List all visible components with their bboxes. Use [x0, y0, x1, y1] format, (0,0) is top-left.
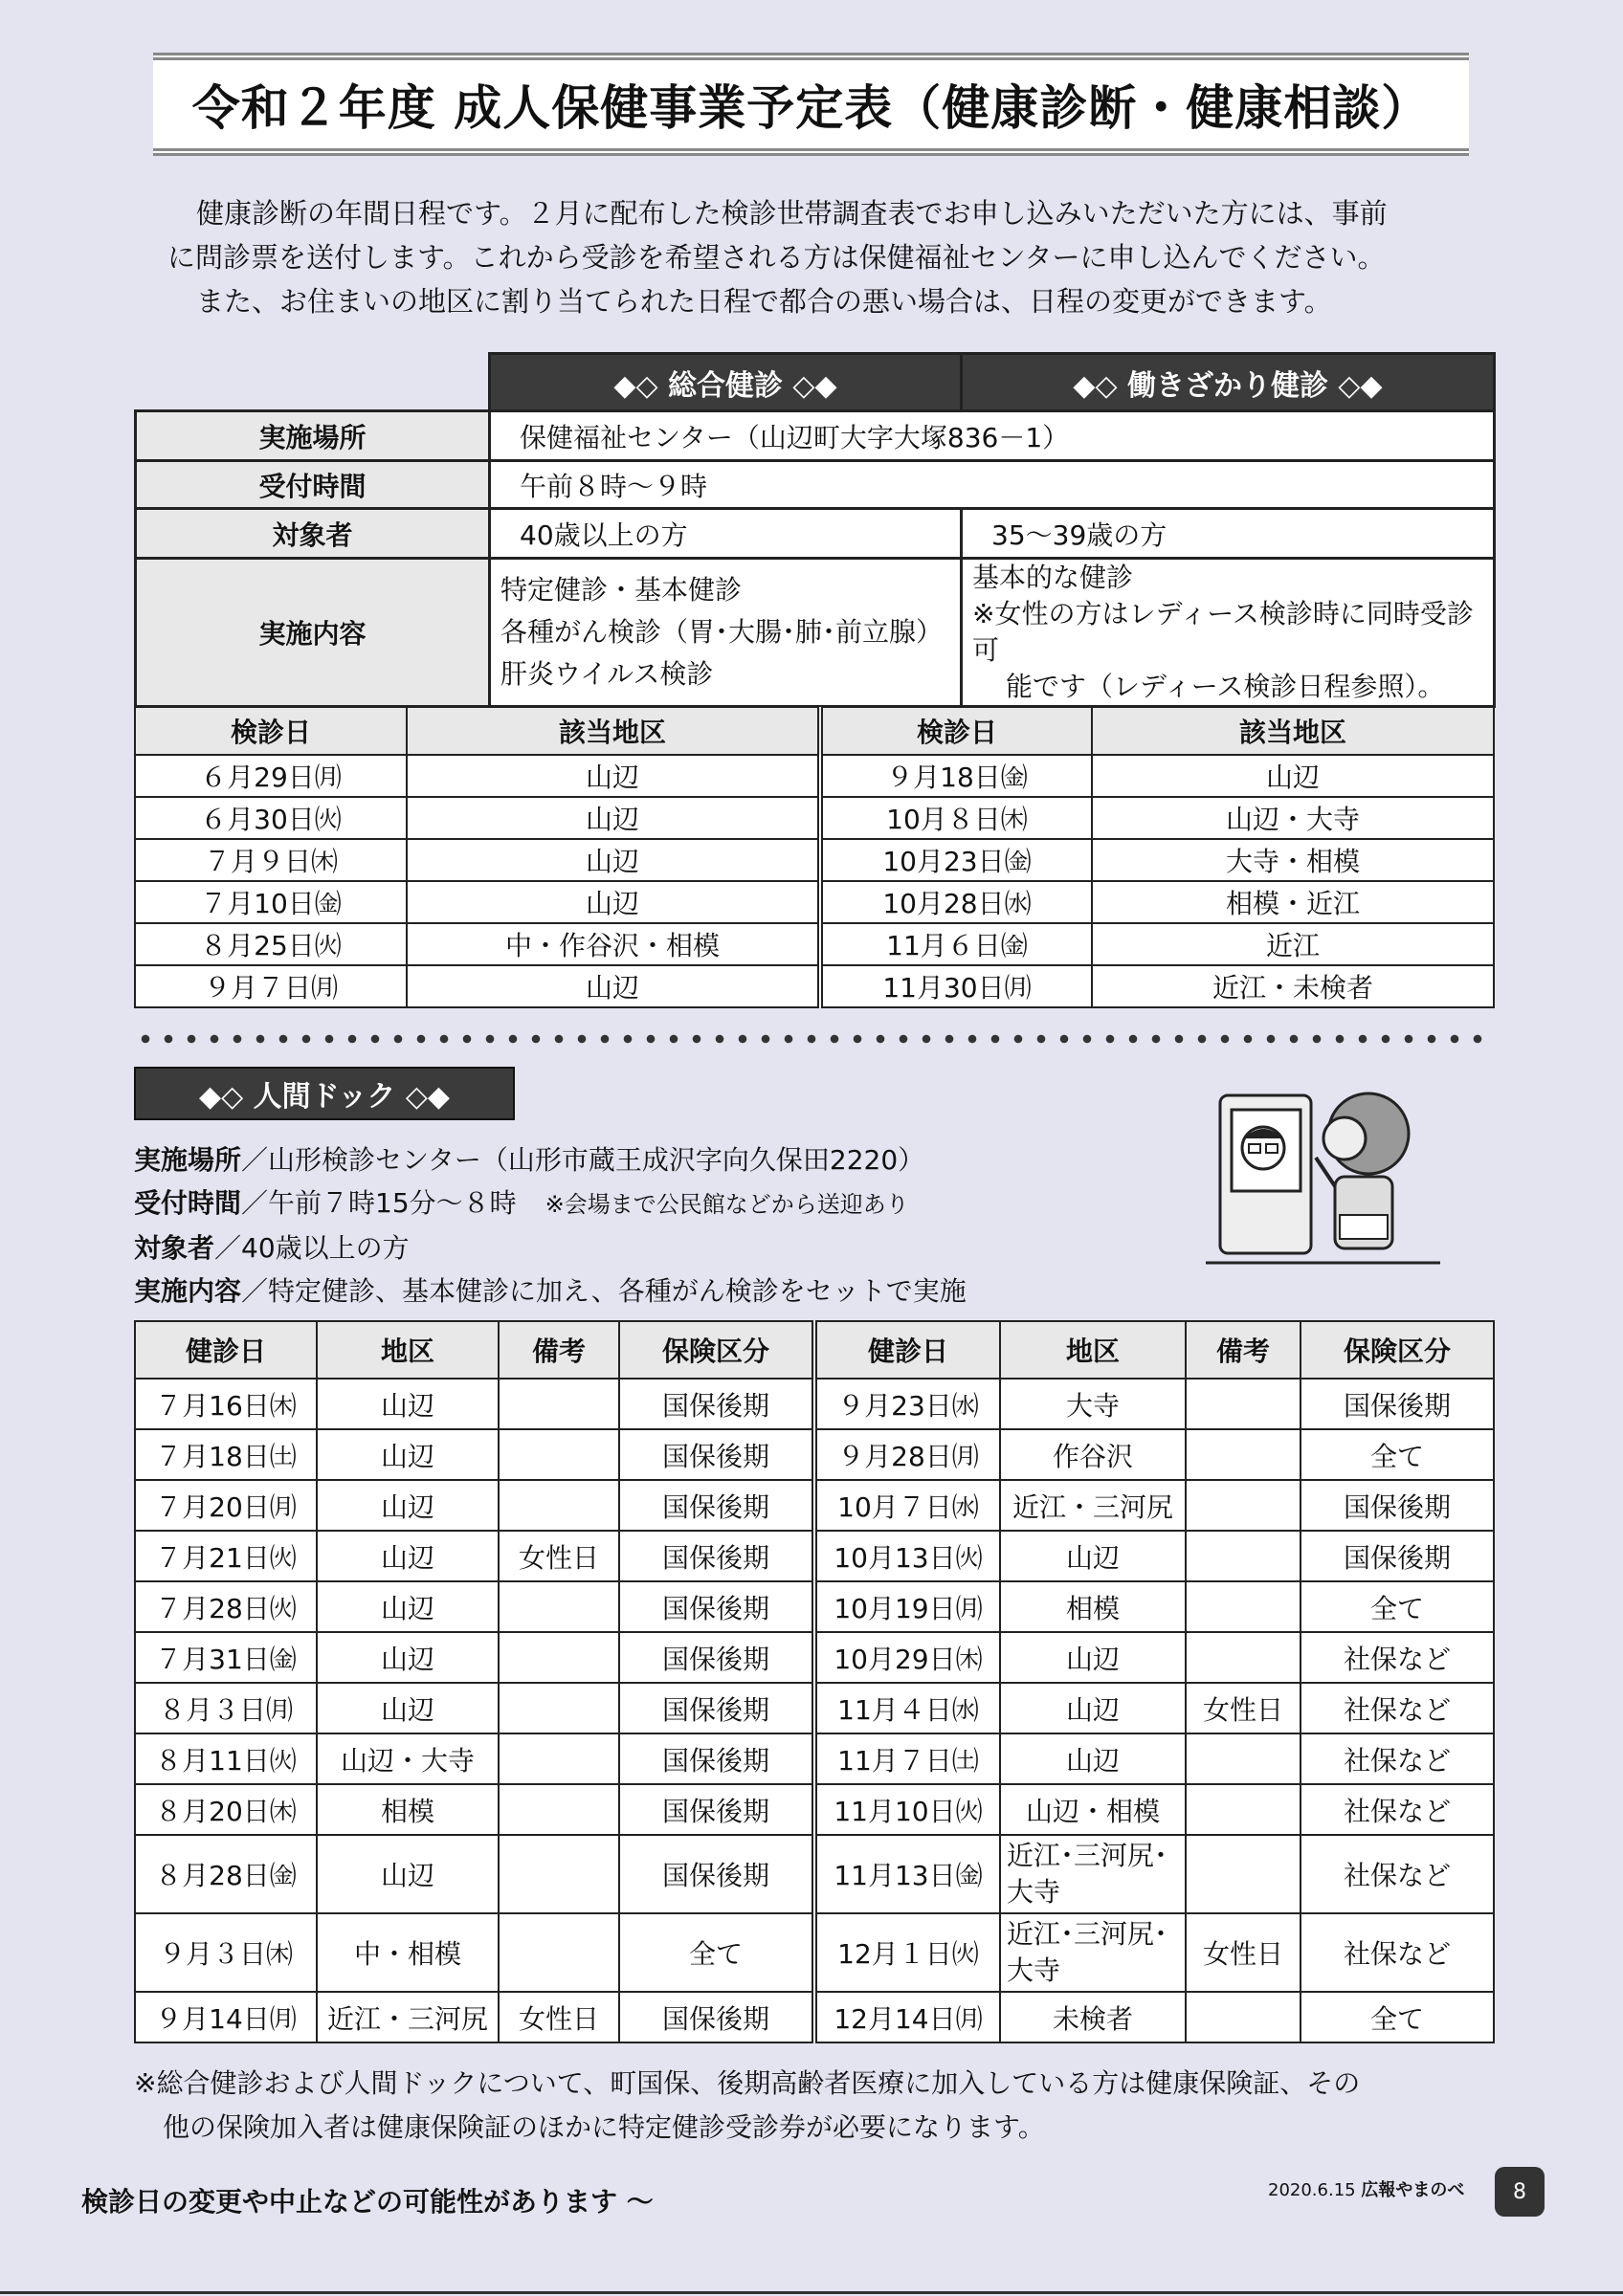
table-row: [135, 1733, 1494, 1784]
dock-time-value: ／午前７時15分～８時: [241, 1187, 517, 1219]
table-cell: 大寺・相模: [1092, 839, 1494, 881]
content-working: [962, 559, 1495, 707]
table-cell: ７月18日㈯: [135, 1429, 317, 1480]
table-cell: 国保後期: [619, 1733, 814, 1784]
page-title: 令和２年度 成人保健事業予定表（健康診断・健康相談）: [191, 80, 1431, 136]
table-cell: 国保後期: [1301, 1379, 1494, 1429]
dock-content-value: ／特定健診、基本健診に加え、各種がん検診をセットで実施: [241, 1275, 967, 1307]
table-cell: 国保後期: [1301, 1531, 1494, 1581]
table-cell: 作谷沢: [1000, 1429, 1186, 1480]
table-cell: [1186, 1784, 1301, 1835]
table-cell: ８月28日㈮: [135, 1835, 317, 1913]
dock-time-note: ※会場まで公民館などから送迎あり: [545, 1191, 909, 1218]
table-cell: 山辺: [317, 1531, 499, 1581]
time-label: 受付時間: [136, 461, 490, 509]
table-cell: [499, 1429, 619, 1480]
bottom-notice: 検診日の変更や中止などの可能性があります ～: [81, 2186, 654, 2218]
table-row: [135, 881, 1494, 923]
table-cell: 近江・三河尻: [1000, 1480, 1186, 1531]
title-banner: [153, 53, 1469, 156]
dock-time-label: 受付時間: [134, 1187, 242, 1219]
target-working: 35～39歳の方: [962, 509, 1495, 559]
table-cell: 全て: [1301, 1429, 1494, 1480]
table-row: [135, 1683, 1494, 1733]
table-row: [135, 797, 1494, 839]
human-dock-schedule-table: [134, 1320, 1495, 2043]
table-cell: 山辺: [317, 1429, 499, 1480]
table-cell: 国保後期: [619, 1581, 814, 1632]
content-general: [490, 559, 962, 707]
table-cell: 10月28日㈬: [820, 881, 1092, 923]
table-cell: 山辺: [407, 965, 820, 1007]
publication-info: [1268, 2176, 1464, 2201]
table-row: [135, 923, 1494, 965]
table-cell: ８月20日㈭: [135, 1784, 317, 1835]
column-header: 保険区分: [619, 1321, 814, 1379]
intro-line-1: 健康診断の年間日程です。２月に配布した検診世帯調査表でお申し込みいただいた方には、事前: [196, 197, 1388, 230]
intro-line-2: に問診票を送付します。これから受診を希望される方は保健福祉センターに申し込んでください。: [167, 241, 1386, 274]
column-header: 地区: [1000, 1321, 1186, 1379]
table-cell: ６月30日㈫: [135, 797, 407, 839]
table-cell: 社保など: [1301, 1733, 1494, 1784]
dock-target-value: ／40歳以上の方: [214, 1232, 410, 1264]
table-header-row: [135, 1321, 1494, 1379]
table-cell: 11月６日㈮: [820, 923, 1092, 965]
table-cell: ８月25日㈫: [135, 923, 407, 965]
table-cell: 社保など: [1301, 1913, 1494, 1992]
table-cell: 山辺: [407, 755, 820, 797]
general-checkup-schedule-table: [134, 706, 1495, 1008]
table-cell: ９月７日㈪: [135, 965, 407, 1007]
table-cell: [499, 1733, 619, 1784]
intro-line-3: また、お住まいの地区に割り当てられた日程で都合の悪い場合は、日程の変更ができます。: [196, 285, 1332, 318]
table-row: [135, 1632, 1494, 1683]
general-checkup-header: ◆◇ 総合健診 ◇◆: [490, 354, 962, 411]
table-cell: 山辺: [317, 1379, 499, 1429]
table-cell: 11月30日㈪: [820, 965, 1092, 1007]
content-working-note-cont: 能です（レディース検診日程参照）。: [1006, 671, 1445, 702]
table-cell: 相模: [1000, 1581, 1186, 1632]
footnote-line-2: 他の保険加入者は健康保険証のほかに特定健診受診券が必要になります。: [163, 2111, 1045, 2143]
table-cell: 全て: [1301, 1581, 1494, 1632]
table-cell: 10月７日㈬: [814, 1480, 1000, 1531]
table-cell: 全て: [1301, 1992, 1494, 2042]
issue-date: 2020.6.15: [1268, 2180, 1356, 2200]
footnote-line-1: ※総合健診および人間ドックについて、町国保、後期高齢者医療に加入している方は健康保険証、その: [134, 2067, 1361, 2099]
table-cell: ７月21日㈫: [135, 1531, 317, 1581]
table-cell: 女性日: [499, 1992, 619, 2042]
table-cell: 国保後期: [619, 1379, 814, 1429]
table-cell: ９月14日㈪: [135, 1992, 317, 2042]
table-cell: 近江: [1092, 923, 1494, 965]
table-cell: ７月10日㈮: [135, 881, 407, 923]
intro-text: [167, 191, 1488, 323]
table-cell: ９月23日㈬: [814, 1379, 1000, 1429]
place-label: 実施場所: [136, 411, 490, 461]
table-cell: [1186, 1992, 1301, 2042]
table-cell: 山辺: [1000, 1632, 1186, 1683]
table-cell: 近江･三河尻･大寺: [1000, 1835, 1186, 1913]
column-header: 保険区分: [1301, 1321, 1494, 1379]
table-cell: [1186, 1581, 1301, 1632]
table-cell: 山辺: [407, 881, 820, 923]
table-cell: 女性日: [1186, 1913, 1301, 1992]
time-value: 午前８時～９時: [490, 461, 1495, 509]
table-row: [135, 1480, 1494, 1531]
table-cell: [499, 1913, 619, 1992]
content-general-line: 特定健診・基本健診: [500, 574, 743, 606]
dock-content-label: 実施内容: [134, 1275, 242, 1307]
table-cell: 12月14日㈪: [814, 1992, 1000, 2042]
table-cell: [1186, 1531, 1301, 1581]
target-label: 対象者: [136, 509, 490, 559]
human-dock-heading: ◆◇ 人間ドック ◇◆: [134, 1067, 515, 1120]
table-cell: 国保後期: [1301, 1480, 1494, 1531]
table-cell: ７月31日㈮: [135, 1632, 317, 1683]
column-header: 備考: [1186, 1321, 1301, 1379]
table-row: [135, 1581, 1494, 1632]
table-cell: 山辺・大寺: [1092, 797, 1494, 839]
content-general-line: 各種がん検診（胃･大腸･肺･前立腺）: [500, 616, 944, 648]
content-working-line: 基本的な健診: [972, 562, 1134, 593]
doctor-patient-illustration: [1201, 1081, 1450, 1272]
table-cell: 山辺・相模: [1000, 1784, 1186, 1835]
table-cell: [1186, 1632, 1301, 1683]
table-cell: [1186, 1480, 1301, 1531]
table-row: [135, 1835, 1494, 1913]
table-cell: 山辺: [317, 1683, 499, 1733]
table-cell: 大寺: [1000, 1379, 1186, 1429]
table-cell: 社保など: [1301, 1784, 1494, 1835]
table-cell: 中・作谷沢・相模: [407, 923, 820, 965]
table-row: [135, 1429, 1494, 1480]
table-row: [135, 1784, 1494, 1835]
table-cell: 国保後期: [619, 1784, 814, 1835]
column-header: 該当地区: [407, 707, 820, 755]
table-cell: 社保など: [1301, 1632, 1494, 1683]
footnote: [134, 2062, 1493, 2150]
table-cell: 全て: [619, 1913, 814, 1992]
column-header: 該当地区: [1092, 707, 1494, 755]
place-value: 保健福祉センター（山辺町大字大塚836－1）: [490, 411, 1495, 461]
dotted-divider: [134, 1033, 1493, 1045]
table-cell: [499, 1835, 619, 1913]
table-cell: 10月13日㈫: [814, 1531, 1000, 1581]
table-cell: ９月18日㈮: [820, 755, 1092, 797]
content-general-line: 肝炎ウイルス検診: [500, 658, 714, 690]
table-cell: 山辺: [1000, 1683, 1186, 1733]
table-cell: [499, 1784, 619, 1835]
column-header: 検診日: [135, 707, 407, 755]
table-cell: 山辺: [1000, 1531, 1186, 1581]
table-cell: 国保後期: [619, 1992, 814, 2042]
table-cell: 国保後期: [619, 1480, 814, 1531]
table-cell: 近江･三河尻･大寺: [1000, 1913, 1186, 1992]
table-cell: 10月29日㈭: [814, 1632, 1000, 1683]
table-cell: 相模・近江: [1092, 881, 1494, 923]
table-cell: 10月８日㈭: [820, 797, 1092, 839]
column-header: 健診日: [814, 1321, 1000, 1379]
table-cell: ７月28日㈫: [135, 1581, 317, 1632]
column-header: 備考: [499, 1321, 619, 1379]
bottom-rule: [0, 2291, 1623, 2294]
publication-name: 広報やまのべ: [1361, 2180, 1465, 2200]
dock-place-label: 実施場所: [134, 1144, 242, 1176]
column-header: 健診日: [135, 1321, 317, 1379]
table-cell: 山辺: [317, 1581, 499, 1632]
table-cell: [499, 1632, 619, 1683]
table-cell: 10月23日㈮: [820, 839, 1092, 881]
table-row: [135, 755, 1494, 797]
table-cell: 11月13日㈮: [814, 1835, 1000, 1913]
table-cell: 山辺: [407, 839, 820, 881]
table-cell: 12月１日㈫: [814, 1913, 1000, 1992]
column-header: 地区: [317, 1321, 499, 1379]
table-cell: 社保など: [1301, 1683, 1494, 1733]
table-cell: 社保など: [1301, 1835, 1494, 1913]
table-cell: 11月４日㈬: [814, 1683, 1000, 1733]
table-cell: 中・相模: [317, 1913, 499, 1992]
table-header-row: [135, 707, 1494, 755]
table-cell: 相模: [317, 1784, 499, 1835]
table-cell: ８月11日㈫: [135, 1733, 317, 1784]
working-age-checkup-header: ◆◇ 働きざかり健診 ◇◆: [962, 354, 1495, 411]
table-cell: 山辺: [407, 797, 820, 839]
table-cell: ７月16日㈭: [135, 1379, 317, 1429]
table-row: [135, 1531, 1494, 1581]
table-row: [135, 1379, 1494, 1429]
table-row: [135, 965, 1494, 1007]
table-cell: [499, 1480, 619, 1531]
table-cell: 山辺: [317, 1480, 499, 1531]
table-cell: 山辺: [317, 1835, 499, 1913]
table-cell: 国保後期: [619, 1531, 814, 1581]
table-cell: 山辺: [317, 1632, 499, 1683]
table-cell: 国保後期: [619, 1632, 814, 1683]
table-cell: 国保後期: [619, 1683, 814, 1733]
dock-target-label: 対象者: [134, 1232, 215, 1264]
table-cell: 山辺: [1000, 1733, 1186, 1784]
table-cell: [1186, 1429, 1301, 1480]
table-cell: 10月19日㈪: [814, 1581, 1000, 1632]
table-cell: [1186, 1733, 1301, 1784]
table-cell: 近江・三河尻: [317, 1992, 499, 2042]
table-cell: 国保後期: [619, 1429, 814, 1480]
table-cell: [499, 1379, 619, 1429]
column-header: 検診日: [820, 707, 1092, 755]
table-cell: [499, 1581, 619, 1632]
table-cell: [499, 1683, 619, 1733]
table-cell: [1186, 1835, 1301, 1913]
dock-place-value: ／山形検診センター（山形市蔵王成沢字向久保田2220）: [241, 1144, 925, 1176]
table-cell: 山辺・大寺: [317, 1733, 499, 1784]
table-cell: 未検者: [1000, 1992, 1186, 2042]
checkup-info-table: [134, 352, 1496, 708]
table-cell: 国保後期: [619, 1835, 814, 1913]
table-cell: 11月７日㈯: [814, 1733, 1000, 1784]
table-cell: [1186, 1379, 1301, 1429]
table-row: [135, 1913, 1494, 1992]
table-cell: ６月29日㈪: [135, 755, 407, 797]
content-label: 実施内容: [136, 559, 490, 707]
table-cell: 山辺: [1092, 755, 1494, 797]
table-cell: ８月３日㈪: [135, 1683, 317, 1733]
table-cell: 女性日: [499, 1531, 619, 1581]
target-general: 40歳以上の方: [490, 509, 962, 559]
table-cell: ９月28日㈪: [814, 1429, 1000, 1480]
table-cell: 女性日: [1186, 1683, 1301, 1733]
content-working-note: ※女性の方はレディース検診時に同時受診可: [972, 598, 1474, 666]
table-row: [135, 1992, 1494, 2042]
table-row: [135, 839, 1494, 881]
table-cell: ７月20日㈪: [135, 1480, 317, 1531]
page-number: 8: [1495, 2167, 1545, 2217]
table-cell: ７月９日㈭: [135, 839, 407, 881]
human-dock-info: [134, 1138, 1187, 1313]
table-cell: 11月10日㈫: [814, 1784, 1000, 1835]
table-cell: 近江・未検者: [1092, 965, 1494, 1007]
table-cell: ９月３日㈭: [135, 1913, 317, 1992]
